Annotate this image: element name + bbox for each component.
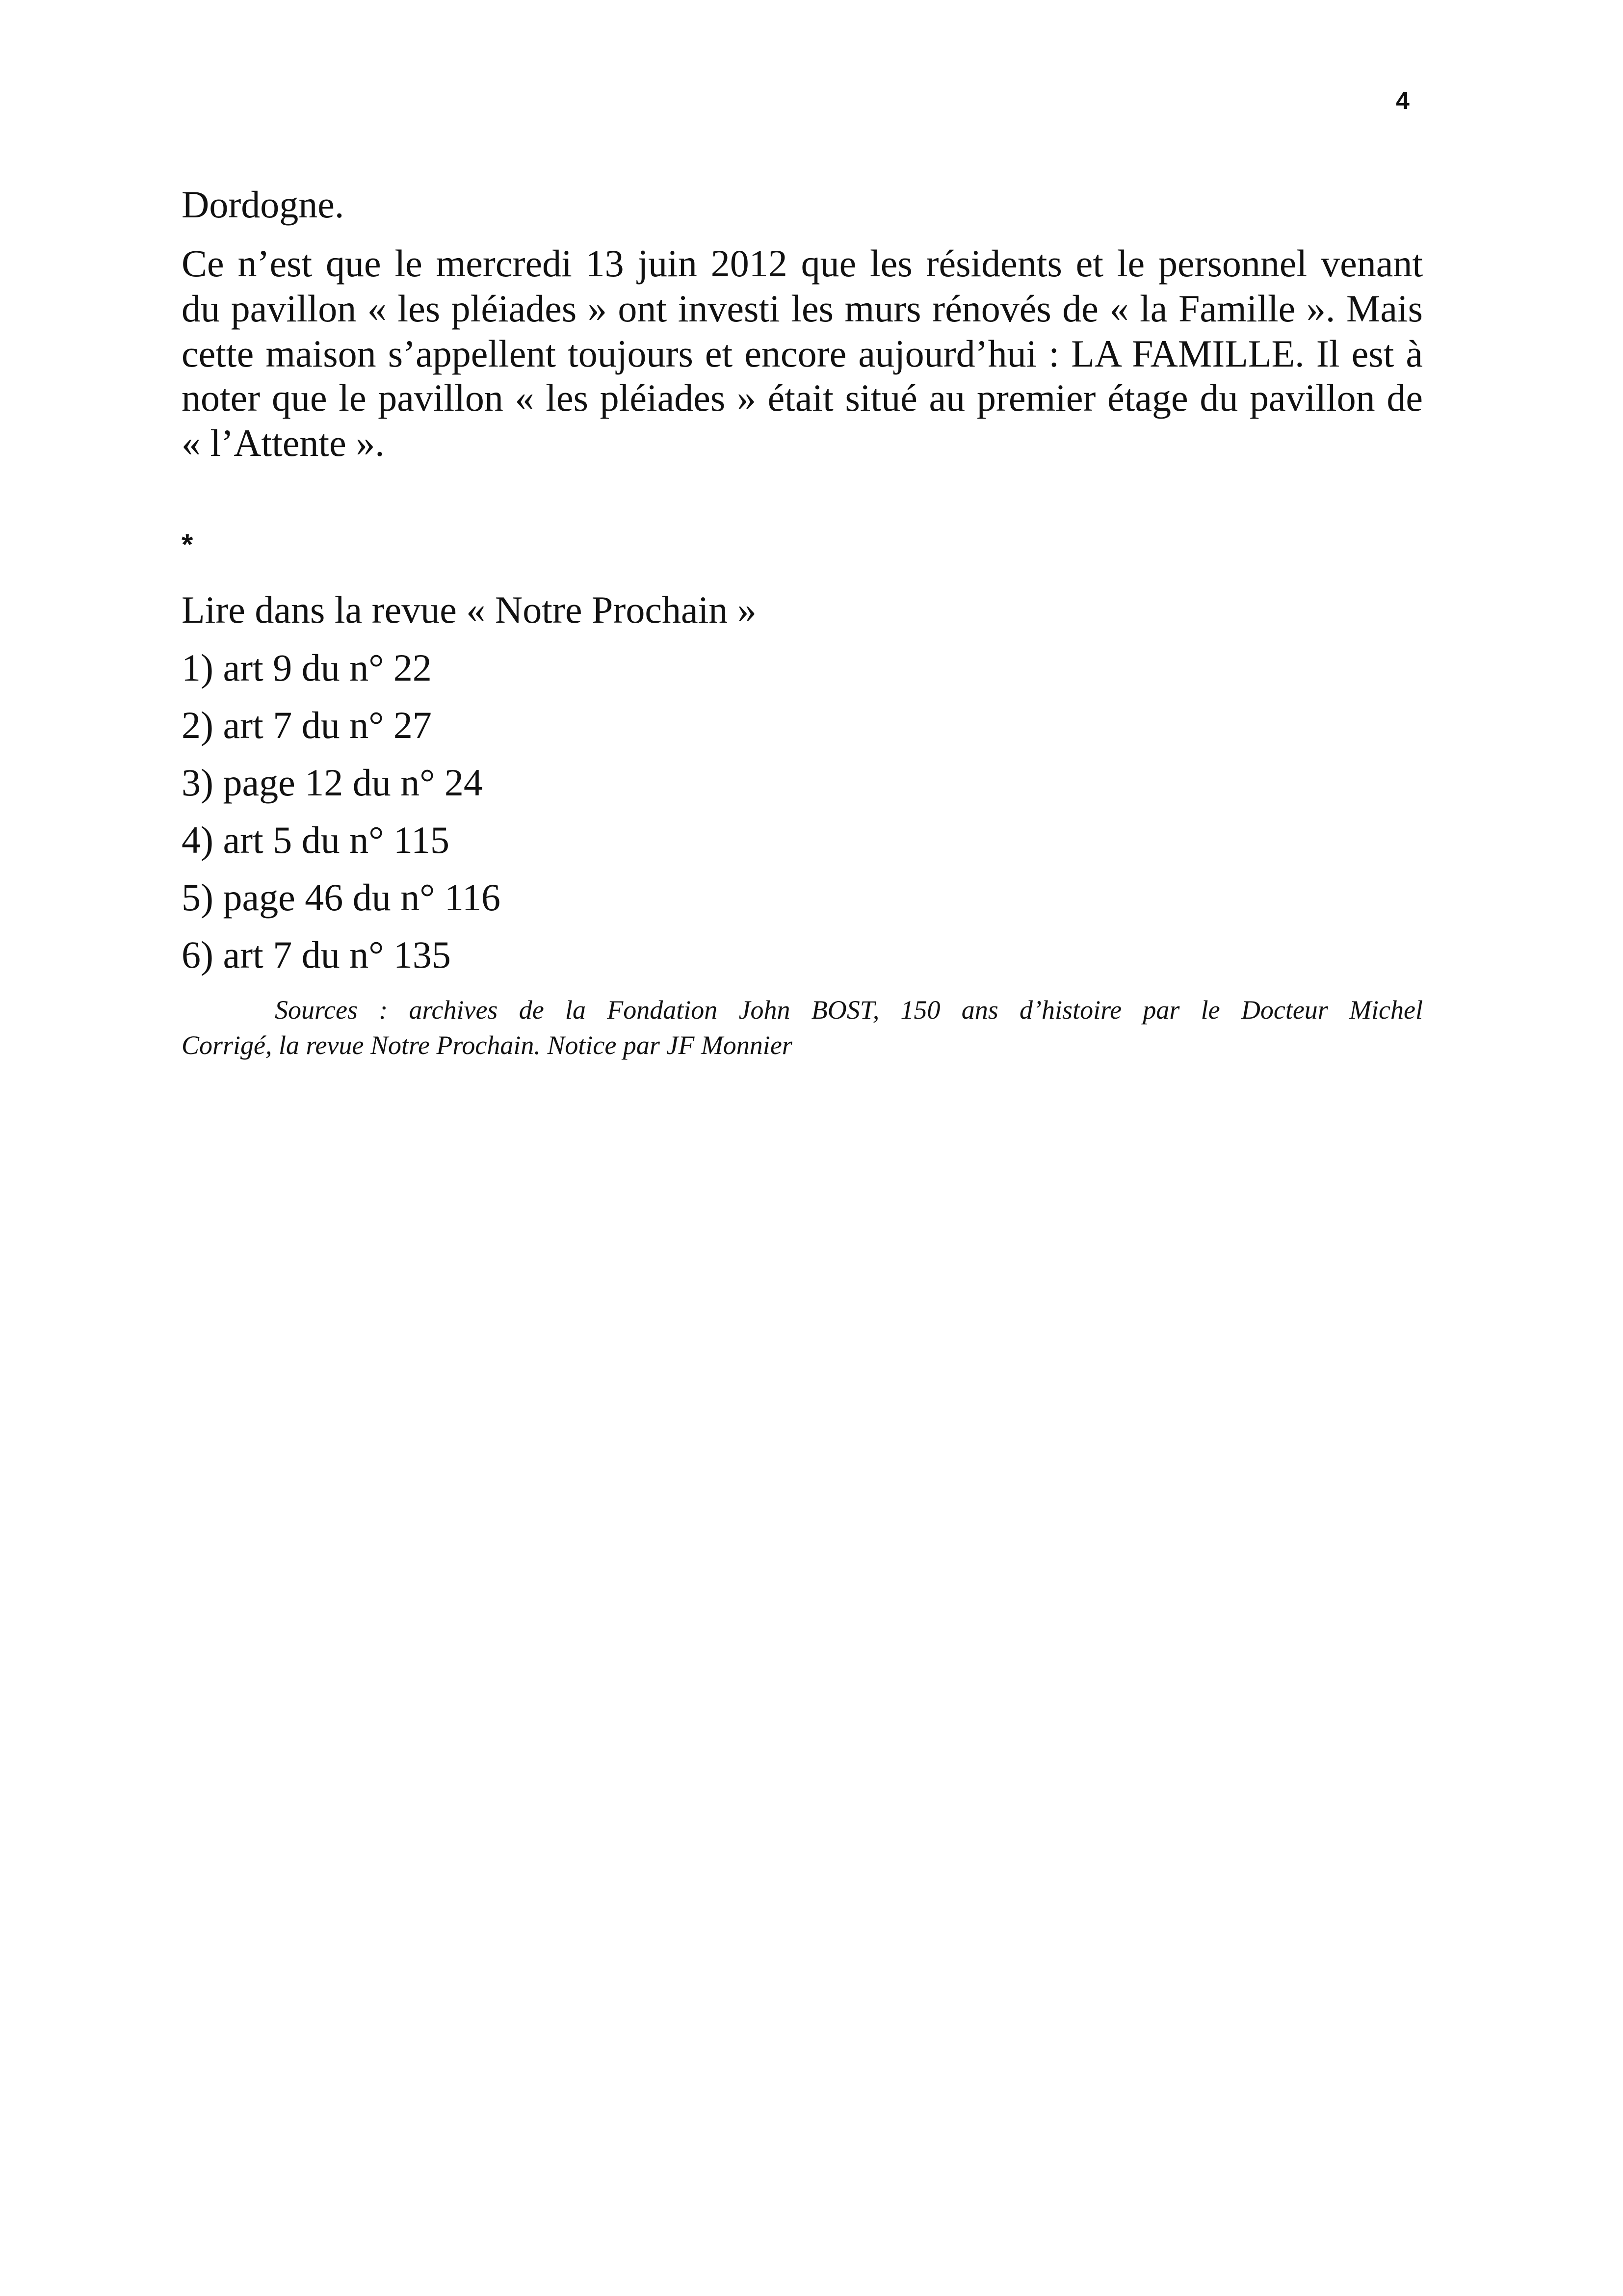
- reading-list-item: 6) art 7 du n° 135: [182, 933, 451, 976]
- page-number: 4: [1396, 87, 1410, 114]
- reading-list-item: 4) art 5 du n° 115: [182, 818, 450, 861]
- paragraph-line: cette maison s’appellent toujours et encore aujourd’hui : LA FAMILLE. Il est à: [182, 332, 1423, 375]
- paragraph-line: du pavillon « les pléiades » ont investi les murs rénovés de « la Famille ». Mais: [182, 287, 1423, 330]
- sources-line-1: Sources : archives de la Fondation John BOST, 150 ans d’histoire par le Docteur Michel: [275, 995, 1423, 1025]
- reading-intro: Lire dans la revue « Notre Prochain »: [182, 588, 757, 631]
- paragraph-dordogne: Dordogne.: [182, 183, 344, 226]
- paragraph-line: « l’Attente ».: [182, 422, 385, 464]
- reading-list-item: 5) page 46 du n° 116: [182, 876, 501, 919]
- sources-line-2: Corrigé, la revue Notre Prochain. Notice par JF Monnier: [182, 1030, 792, 1060]
- reading-list-item: 1) art 9 du n° 22: [182, 646, 432, 689]
- paragraph-line: Ce n’est que le mercredi 13 juin 2012 que les résidents et le personnel venant: [182, 242, 1423, 285]
- section-separator: *: [182, 528, 193, 561]
- reading-list-item: 2) art 7 du n° 27: [182, 704, 432, 746]
- reading-list-item: 3) page 12 du n° 24: [182, 761, 483, 804]
- paragraph-line: noter que le pavillon « les pléiades » était situé au premier étage du pavillon de: [182, 376, 1423, 419]
- sources-note: [182, 992, 1423, 1063]
